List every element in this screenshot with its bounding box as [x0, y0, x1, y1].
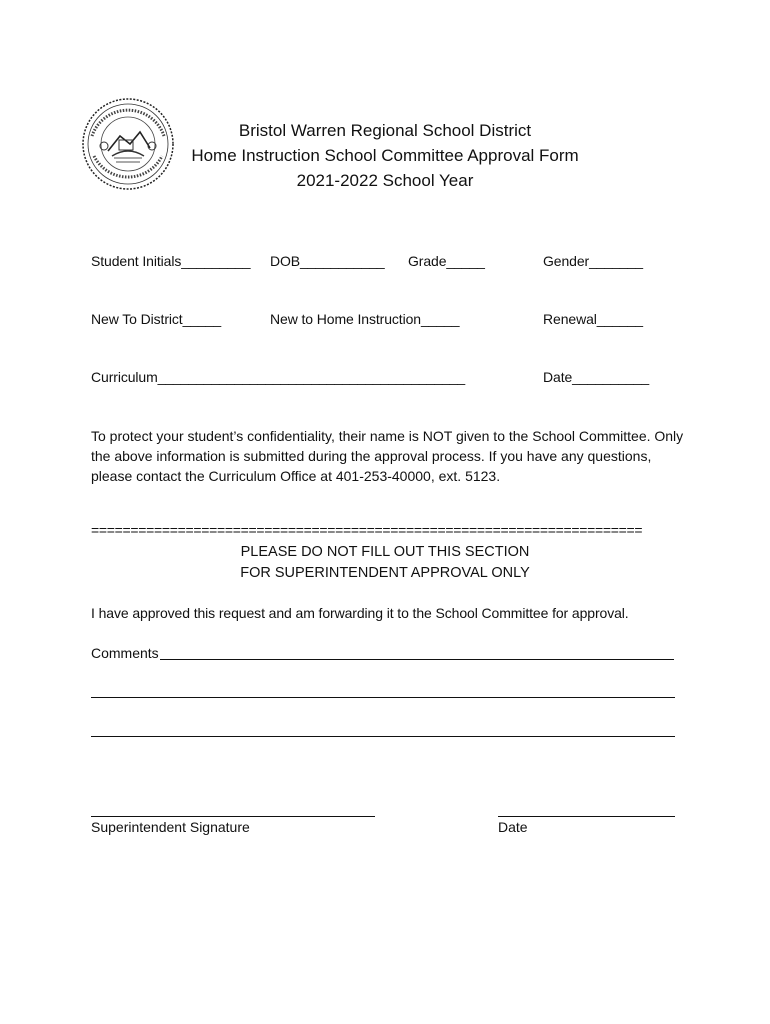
- renewal-field[interactable]: Renewal______: [543, 311, 643, 327]
- comments-line[interactable]: [160, 659, 674, 660]
- school-year: 2021-2022 School Year: [296, 171, 474, 190]
- district-name: Bristol Warren Regional School District: [238, 121, 532, 140]
- date-field[interactable]: Date__________: [543, 369, 650, 385]
- form-title: Home Instruction School Committee Approval Form: [191, 146, 579, 165]
- form-header: [150, 118, 620, 193]
- signature-line[interactable]: [91, 816, 375, 817]
- approval-statement: I have approved this request and am forwarding it to the School Committee for approval.: [91, 605, 629, 621]
- notice-line: To protect your student’s confidentiality, their name is NOT given to the School Committee. Only: [91, 428, 684, 444]
- signature-date-line[interactable]: [498, 816, 675, 817]
- comments-line[interactable]: [91, 697, 675, 698]
- signature-label: Superintendent Signature: [91, 819, 250, 835]
- curriculum-field[interactable]: Curriculum________________________________________: [91, 369, 466, 385]
- signature-date-label: Date: [498, 819, 528, 835]
- superintendent-notice: [150, 542, 620, 584]
- comments-line[interactable]: [91, 736, 675, 737]
- grade-field[interactable]: Grade_____: [408, 253, 485, 269]
- confidentiality-notice: [91, 426, 691, 486]
- notice-line: please contact the Curriculum Office at 401-253-40000, ext. 5123.: [91, 468, 501, 484]
- new-to-district-field[interactable]: New To District_____: [91, 311, 222, 327]
- new-to-home-instruction-field[interactable]: New to Home Instruction_____: [270, 311, 460, 327]
- section-divider: ======================================================================: [91, 522, 643, 538]
- comments-label: Comments: [91, 645, 159, 661]
- notice-line: PLEASE DO NOT FILL OUT THIS SECTION: [240, 544, 530, 560]
- dob-field[interactable]: DOB___________: [270, 253, 385, 269]
- notice-line: the above information is submitted during the approval process. If you have any questions,: [91, 448, 652, 464]
- notice-line: FOR SUPERINTENDENT APPROVAL ONLY: [240, 565, 530, 581]
- student-initials-field[interactable]: Student Initials_________: [91, 253, 251, 269]
- gender-field[interactable]: Gender_______: [543, 253, 643, 269]
